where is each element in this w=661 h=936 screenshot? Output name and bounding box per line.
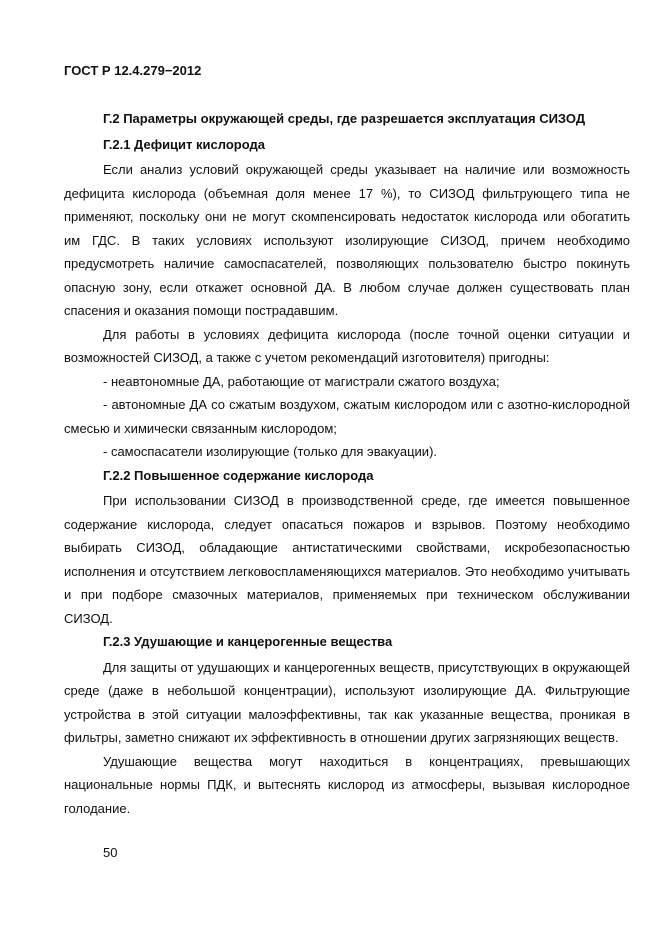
standard-header: ГОСТ Р 12.4.279−2012 — [64, 63, 202, 78]
section-g21-paragraph-1: Если анализ условий окружающей среды указывает на наличие или возможность дефицита кислорода (объемная доля менее 17 %), то СИЗОД фильтрующего типа не применяют, поскольку они не могут скомпенсировать недостаток кислорода или обогатить им ГДС. В таких условиях используют изолирующие СИЗОД, причем необходимо предусмотреть наличие самоспасателей, позволяющих пользователю быстро покинуть опасную зону, если откажет основной ДА. В любом случае должен существовать план спасения и оказания помощи пострадавшим. — [64, 162, 630, 318]
section-g21-paragraph-2: Для работы в условиях дефицита кислорода (после точной оценки ситуации и возможностей СИЗОД, а также с учетом рекомендаций изготовителя) пригодны: — [64, 326, 630, 365]
section-g23-title: Г.2.3 Удушающие и канцерогенные вещества — [103, 634, 393, 649]
section-g22-paragraph-1: При использовании СИЗОД в производственной среде, где имеется повышенное содержание кислорода, следует опасаться пожаров и взрывов. Поэтому необходимо выбирать СИЗОД, обладающие антистатическими свойствами, искробезопасностью исполнения и отсутствием легковоспламеняющихся материалов. Это необходимо учитывать и при подборе смазочных материалов, применяемых при техническом обслуживании СИЗОД. — [64, 493, 630, 626]
section-g23-paragraph-1: Для защиты от удушающих и канцерогенных веществ, присутствующих в окружающей среде (даже в небольшой концентрации), используют изолирующие ДА. Фильтрующие устройства в этой ситуации малоэффективны, так как указанные вещества, проникая в фильтры, заметно снижают их эффективность в отношении других загрязняющих веществ. — [64, 659, 630, 745]
page-number: 50 — [103, 845, 118, 860]
section-g21-title: Г.2.1 Дефицит кислорода — [103, 136, 265, 152]
section-g22-title: Г.2.2 Повышенное содержание кислорода — [103, 467, 374, 483]
list-item: - неавтономные ДА, работающие от магистрали сжатого воздуха; — [103, 373, 500, 389]
list-item: - автономные ДА со сжатым воздухом, сжатым кислородом или с азотно-кислородной смесью и химически связанным кислородом; — [64, 397, 630, 436]
section-g2-title: Г.2 Параметры окружающей среды, где разрешается эксплуатация СИЗОД — [103, 111, 586, 126]
list-item: - самоспасатели изолирующие (только для эвакуации). — [103, 444, 438, 459]
document-body — [64, 107, 630, 820]
section-g23-paragraph-2: Удушающие вещества могут находиться в концентрациях, превышающих национальные нормы ПДК, и вытеснять кислород из атмосферы, вызывая кислородное голодание. — [64, 753, 630, 816]
